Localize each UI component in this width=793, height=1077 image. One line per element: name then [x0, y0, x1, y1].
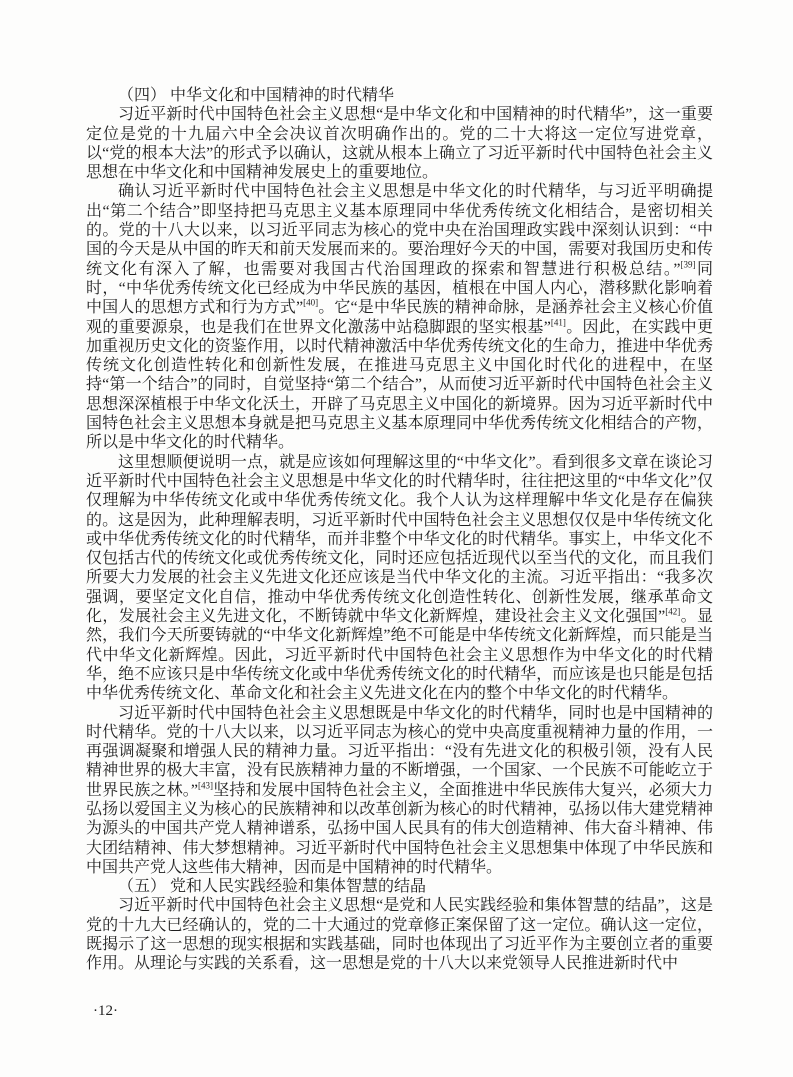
footnote-ref: [41]	[550, 317, 566, 328]
document-body	[86, 86, 713, 974]
page-number: ·12·	[93, 1003, 118, 1019]
footnote-ref: [39]	[680, 259, 696, 270]
section-heading: （五） 党和人民实践经验和集体智慧的结晶	[118, 878, 427, 896]
paragraph: 习近平新时代中国特色社会主义思想“是中华文化和中国精神的时代精华”，这一重要定位是党的十九届六中全会决议首次明确作出的。党的二十大将这一定位写进党章，以“党的根本大法”的形式予以确认，这就从根本上确立了习近平新时代中国特色社会主义思想在中华文化和中国精神发展史上的重要地位。	[86, 106, 713, 182]
paragraph: 这里想顺便说明一点，就是应该如何理解这里的“中华文化”。看到很多文章在谈论习近平新时代中国特色社会主义思想是中华文化的时代精华时，往往把这里的“中华文化”仅仅理解为中华传统文化或中华优秀传统文化。我个人认为这样理解中华文化是存在偏狭的。这是因为，此种理解表明，习近平新时代中国特色社会主义思想仅仅是中华传统文化或中华优秀传统文化的时代精华，而并非整个中华文化的时代精华。事实上，中华文化不仅包括古代的传统文化或优秀传统文化，同时还应包括近现代以至当代的文化，而且我们所要大力发展的社会主义先进文化还应该是当代中华文化的主流。习近平指出：“我多次强调，要坚定文化自信，推动中华优秀传统文化创造性转化、创新性发展，继承革命文化，发展社会主义先进文化，不断铸就中华文化新辉煌，建设社会主义文化强国”[42]。显然，我们今天所要铸就的“中华文化新辉煌”绝不可能是中华传统文化新辉煌，而只能是当代中华文化新辉煌。因此，习近平新时代中国特色社会主义思想作为中华文化的时代精华，绝不应该只是中华传统文化或中华优秀传统文化的时代精华，而应该是也只能是包括中华优秀传统文化、革命文化和社会主义先进文化在内的整个中华文化的时代精华。	[86, 453, 713, 703]
paragraph: 确认习近平新时代中国特色社会主义思想是中华文化的时代精华，与习近平明确提出“第二个结合”即坚持把马克思主义基本原理同中华优秀传统文化相结合，是密切相关的。党的十八大以来，以习近平同志为核心的党中央在治国理政实践中深刻认识到：“中国的今天是从中国的昨天和前天发展而来的。要治理好今天的中国，需要对我国历史和传统文化有深入了解，也需要对我国古代治国理政的探索和智慧进行积极总结。”[39]同时，“中华优秀传统文化已经成为中华民族的基因，植根在中国人内心，潜移默化影响着中国人的思想方式和行为方式”[40]。它“是中华民族的精神命脉，是涵养社会主义核心价值观的重要源泉，也是我们在世界文化激荡中站稳脚跟的坚实根基”[41]。因此，在实践中更加重视历史文化的资鉴作用，以时代精神激活中华优秀传统文化的生命力，推进中华优秀传统文化创造性转化和创新性发展，在推进马克思主义中国化时代化的进程中，在坚持“第一个结合”的同时，自觉坚持“第二个结合”，从而使习近平新时代中国特色社会主义思想深深植根于中华文化沃土，开辟了马克思主义中国化的新境界。因为习近平新时代中国特色社会主义思想本身就是把马克思主义基本原理同中华优秀传统文化相结合的产物，所以是中华文化的时代精华。	[86, 183, 713, 452]
paragraph: 习近平新时代中国特色社会主义思想“是党和人民实践经验和集体智慧的结晶”，这是党的十九大已经确认的，党的二十大通过的党章修正案保留了这一定位。确认这一定位，既揭示了这一思想的现实根据和实践基础，同时也体现出了习近平作为主要创立者的重要作用。从理论与实践的关系看，这一思想是党的十八大以来党领导人民推进新时代中	[86, 897, 713, 973]
footnote-ref: [43]	[198, 780, 213, 791]
section-heading: （四） 中华文化和中国精神的时代精华	[118, 87, 395, 104]
footnote-ref: [42]	[665, 606, 681, 617]
footnote-ref: [40]	[303, 297, 319, 308]
paragraph: 习近平新时代中国特色社会主义思想既是中华文化的时代精华，同时也是中国精神的时代精华。党的十八大以来，以习近平同志为核心的党中央高度重视精神力量的作用，一再强调凝聚和增强人民的精神力量。习近平指出：“没有先进文化的积极引领，没有人民精神世界的极大丰富，没有民族精神力量的不断增强，一个国家、一个民族不可能屹立于世界民族之林。”[43]坚持和发展中国特色社会主义，全面推进中华民族伟大复兴，必须大力弘扬以爱国主义为核心的民族精神和以改革创新为核心的时代精神，弘扬以伟大建党精神为源头的中国共产党人精神谱系，弘扬中国人民具有的伟大创造精神、伟大奋斗精神、伟大团结精神、伟大梦想精神。习近平新时代中国特色社会主义思想集中体现了中华民族和中国共产党人这些伟大精神，因而是中国精神的时代精华。	[86, 704, 713, 876]
